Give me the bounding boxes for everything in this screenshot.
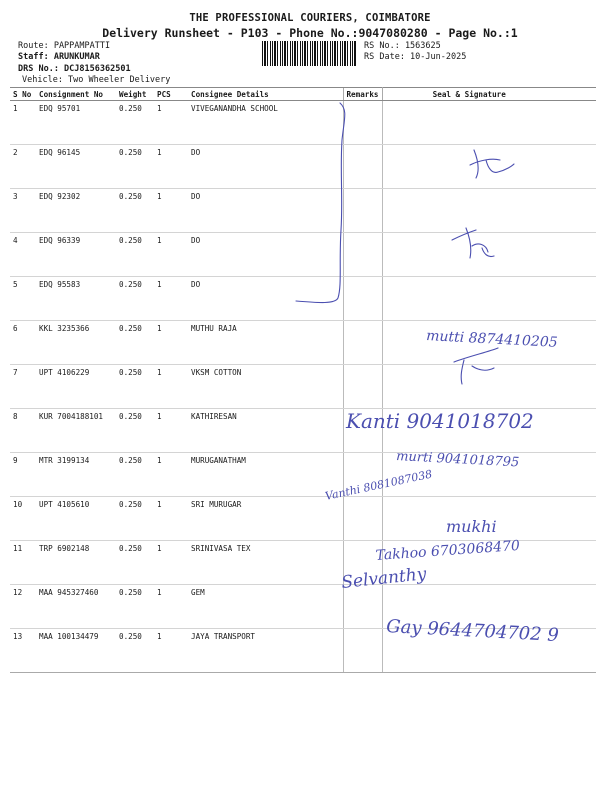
cell-consignment: EDQ 95583: [36, 277, 116, 321]
company-name: THE PROFESSIONAL COURIERS, COIMBATORE: [189, 12, 431, 24]
signature-row8: Kanti 9041018702: [346, 409, 534, 433]
cell-weight: 0.250: [116, 629, 154, 673]
cell-weight: 0.250: [116, 497, 154, 541]
cell-signature: [382, 453, 596, 497]
signature-row9: murti 9041018795: [395, 449, 520, 471]
staff-label: Staff: ARUNKUMAR: [18, 52, 100, 62]
cell-signature: [382, 189, 596, 233]
cell-weight: 0.250: [116, 145, 154, 189]
cell-remarks: [343, 189, 382, 233]
cell-sno: 8: [10, 409, 36, 453]
cell-consignment: UPT 4105610: [36, 497, 116, 541]
cell-pcs: 1: [154, 189, 188, 233]
signature-row10: Vanthi 8081087038: [323, 467, 434, 503]
cell-consignee: VIVEGANANDHA SCHOOL: [188, 101, 343, 145]
table-row: [10, 409, 596, 453]
signature-row6: mutti 8874410205: [425, 328, 558, 351]
col-consignee-header: Consignee Details: [188, 88, 343, 101]
cell-signature: [382, 277, 596, 321]
cell-consignee: DO: [188, 145, 343, 189]
table-row: [10, 585, 596, 629]
cell-consignment: KUR 7004188101: [36, 409, 116, 453]
cell-sno: 7: [10, 365, 36, 409]
cell-sno: 1: [10, 101, 36, 145]
barcode: [262, 41, 356, 69]
cell-weight: 0.250: [116, 233, 154, 277]
cell-signature: [382, 585, 596, 629]
cell-consignment: TRP 6902148: [36, 541, 116, 585]
cell-pcs: 1: [154, 453, 188, 497]
runsheet-table: [10, 87, 596, 673]
cell-sno: 9: [10, 453, 36, 497]
cell-remarks: [343, 409, 382, 453]
cell-remarks: [343, 101, 382, 145]
cell-sno: 3: [10, 189, 36, 233]
cell-consignee: DO: [188, 189, 343, 233]
col-remarks-header: Remarks: [343, 88, 382, 101]
cell-consignee: JAYA TRANSPORT: [188, 629, 343, 673]
cell-signature: [382, 497, 596, 541]
cell-remarks: [343, 365, 382, 409]
runsheet-title: Delivery Runsheet - P103 - Phone No.:9047080280 - Page No.:1: [102, 26, 518, 40]
table-row: [10, 233, 596, 277]
cell-consignee: SRI MURUGAR: [188, 497, 343, 541]
cell-consignment: UPT 4106229: [36, 365, 116, 409]
col-weight-header: Weight: [116, 88, 154, 101]
cell-sno: 4: [10, 233, 36, 277]
cell-remarks: [343, 277, 382, 321]
cell-pcs: 1: [154, 101, 188, 145]
cell-consignment: EDQ 92302: [36, 189, 116, 233]
cell-consignee: SRINIVASA TEX: [188, 541, 343, 585]
cell-pcs: 1: [154, 629, 188, 673]
col-sno-header: S No: [10, 88, 36, 101]
table-row: [10, 145, 596, 189]
signature-row12-name: Selvanthy: [340, 564, 428, 593]
cell-remarks: [343, 585, 382, 629]
cell-signature: [382, 233, 596, 277]
cell-signature: [382, 541, 596, 585]
cell-signature: [382, 145, 596, 189]
cell-consignment: EDQ 95701: [36, 101, 116, 145]
table-row: [10, 497, 596, 541]
cell-consignment: EDQ 96339: [36, 233, 116, 277]
cell-weight: 0.250: [116, 541, 154, 585]
cell-pcs: 1: [154, 497, 188, 541]
rs-number: RS No.: 1563625: [364, 41, 441, 51]
cell-consignment: MAA 945327460: [36, 585, 116, 629]
cell-remarks: [343, 541, 382, 585]
route-label: Route: PAPPAMPATTI: [18, 41, 111, 51]
cell-remarks: [343, 321, 382, 365]
cell-pcs: 1: [154, 233, 188, 277]
table-header-row: [10, 88, 596, 101]
cell-pcs: 1: [154, 365, 188, 409]
col-consignment-header: Consignment No: [36, 88, 116, 101]
rs-date: RS Date: 10-Jun-2025: [364, 52, 467, 62]
table-row: [10, 365, 596, 409]
cell-consignment: MTR 3199134: [36, 453, 116, 497]
cell-consignee: VKSM COTTON: [188, 365, 343, 409]
cell-weight: 0.250: [116, 365, 154, 409]
cell-signature: [382, 409, 596, 453]
cell-sno: 6: [10, 321, 36, 365]
cell-consignee: DO: [188, 233, 343, 277]
signature-row12-number: Takhoo 6703068470: [375, 537, 521, 564]
cell-pcs: 1: [154, 277, 188, 321]
cell-consignment: MAA 100134479: [36, 629, 116, 673]
cell-consignee: MUTHU RAJA: [188, 321, 343, 365]
cell-sno: 2: [10, 145, 36, 189]
cell-consignee: DO: [188, 277, 343, 321]
table-row: [10, 629, 596, 673]
table-row: [10, 321, 596, 365]
table-row: [10, 101, 596, 145]
cell-signature: [382, 365, 596, 409]
cell-weight: 0.250: [116, 101, 154, 145]
cell-remarks: [343, 453, 382, 497]
cell-weight: 0.250: [116, 585, 154, 629]
table-row: [10, 541, 596, 585]
vehicle-label: Vehicle: Two Wheeler Delivery: [22, 75, 171, 85]
col-pcs-header: PCS: [154, 88, 188, 101]
signature-row11: mukhi: [446, 517, 497, 536]
cell-signature: [382, 321, 596, 365]
cell-pcs: 1: [154, 585, 188, 629]
cell-pcs: 1: [154, 321, 188, 365]
cell-consignee: KATHIRESAN: [188, 409, 343, 453]
cell-weight: 0.250: [116, 189, 154, 233]
cell-weight: 0.250: [116, 453, 154, 497]
col-signature-header: Seal & Signature: [382, 88, 596, 101]
cell-signature: [382, 101, 596, 145]
cell-consignee: GEM: [188, 585, 343, 629]
cell-weight: 0.250: [116, 277, 154, 321]
cell-consignee: MURUGANATHAM: [188, 453, 343, 497]
drs-number: DRS No.: DCJ8156362501: [18, 64, 131, 74]
cell-signature: [382, 629, 596, 673]
cell-weight: 0.250: [116, 321, 154, 365]
cell-remarks: [343, 233, 382, 277]
cell-sno: 13: [10, 629, 36, 673]
table-row: [10, 277, 596, 321]
cell-consignment: KKL 3235366: [36, 321, 116, 365]
cell-sno: 5: [10, 277, 36, 321]
cell-sno: 11: [10, 541, 36, 585]
cell-pcs: 1: [154, 145, 188, 189]
table-row: [10, 453, 596, 497]
cell-sno: 10: [10, 497, 36, 541]
cell-weight: 0.250: [116, 409, 154, 453]
cell-pcs: 1: [154, 409, 188, 453]
cell-remarks: [343, 145, 382, 189]
cell-remarks: [343, 497, 382, 541]
cell-pcs: 1: [154, 541, 188, 585]
table-row: [10, 189, 596, 233]
cell-sno: 12: [10, 585, 36, 629]
signature-row13: Gay 9644704702 9: [385, 616, 560, 647]
cell-consignment: EDQ 96145: [36, 145, 116, 189]
cell-remarks: [343, 629, 382, 673]
